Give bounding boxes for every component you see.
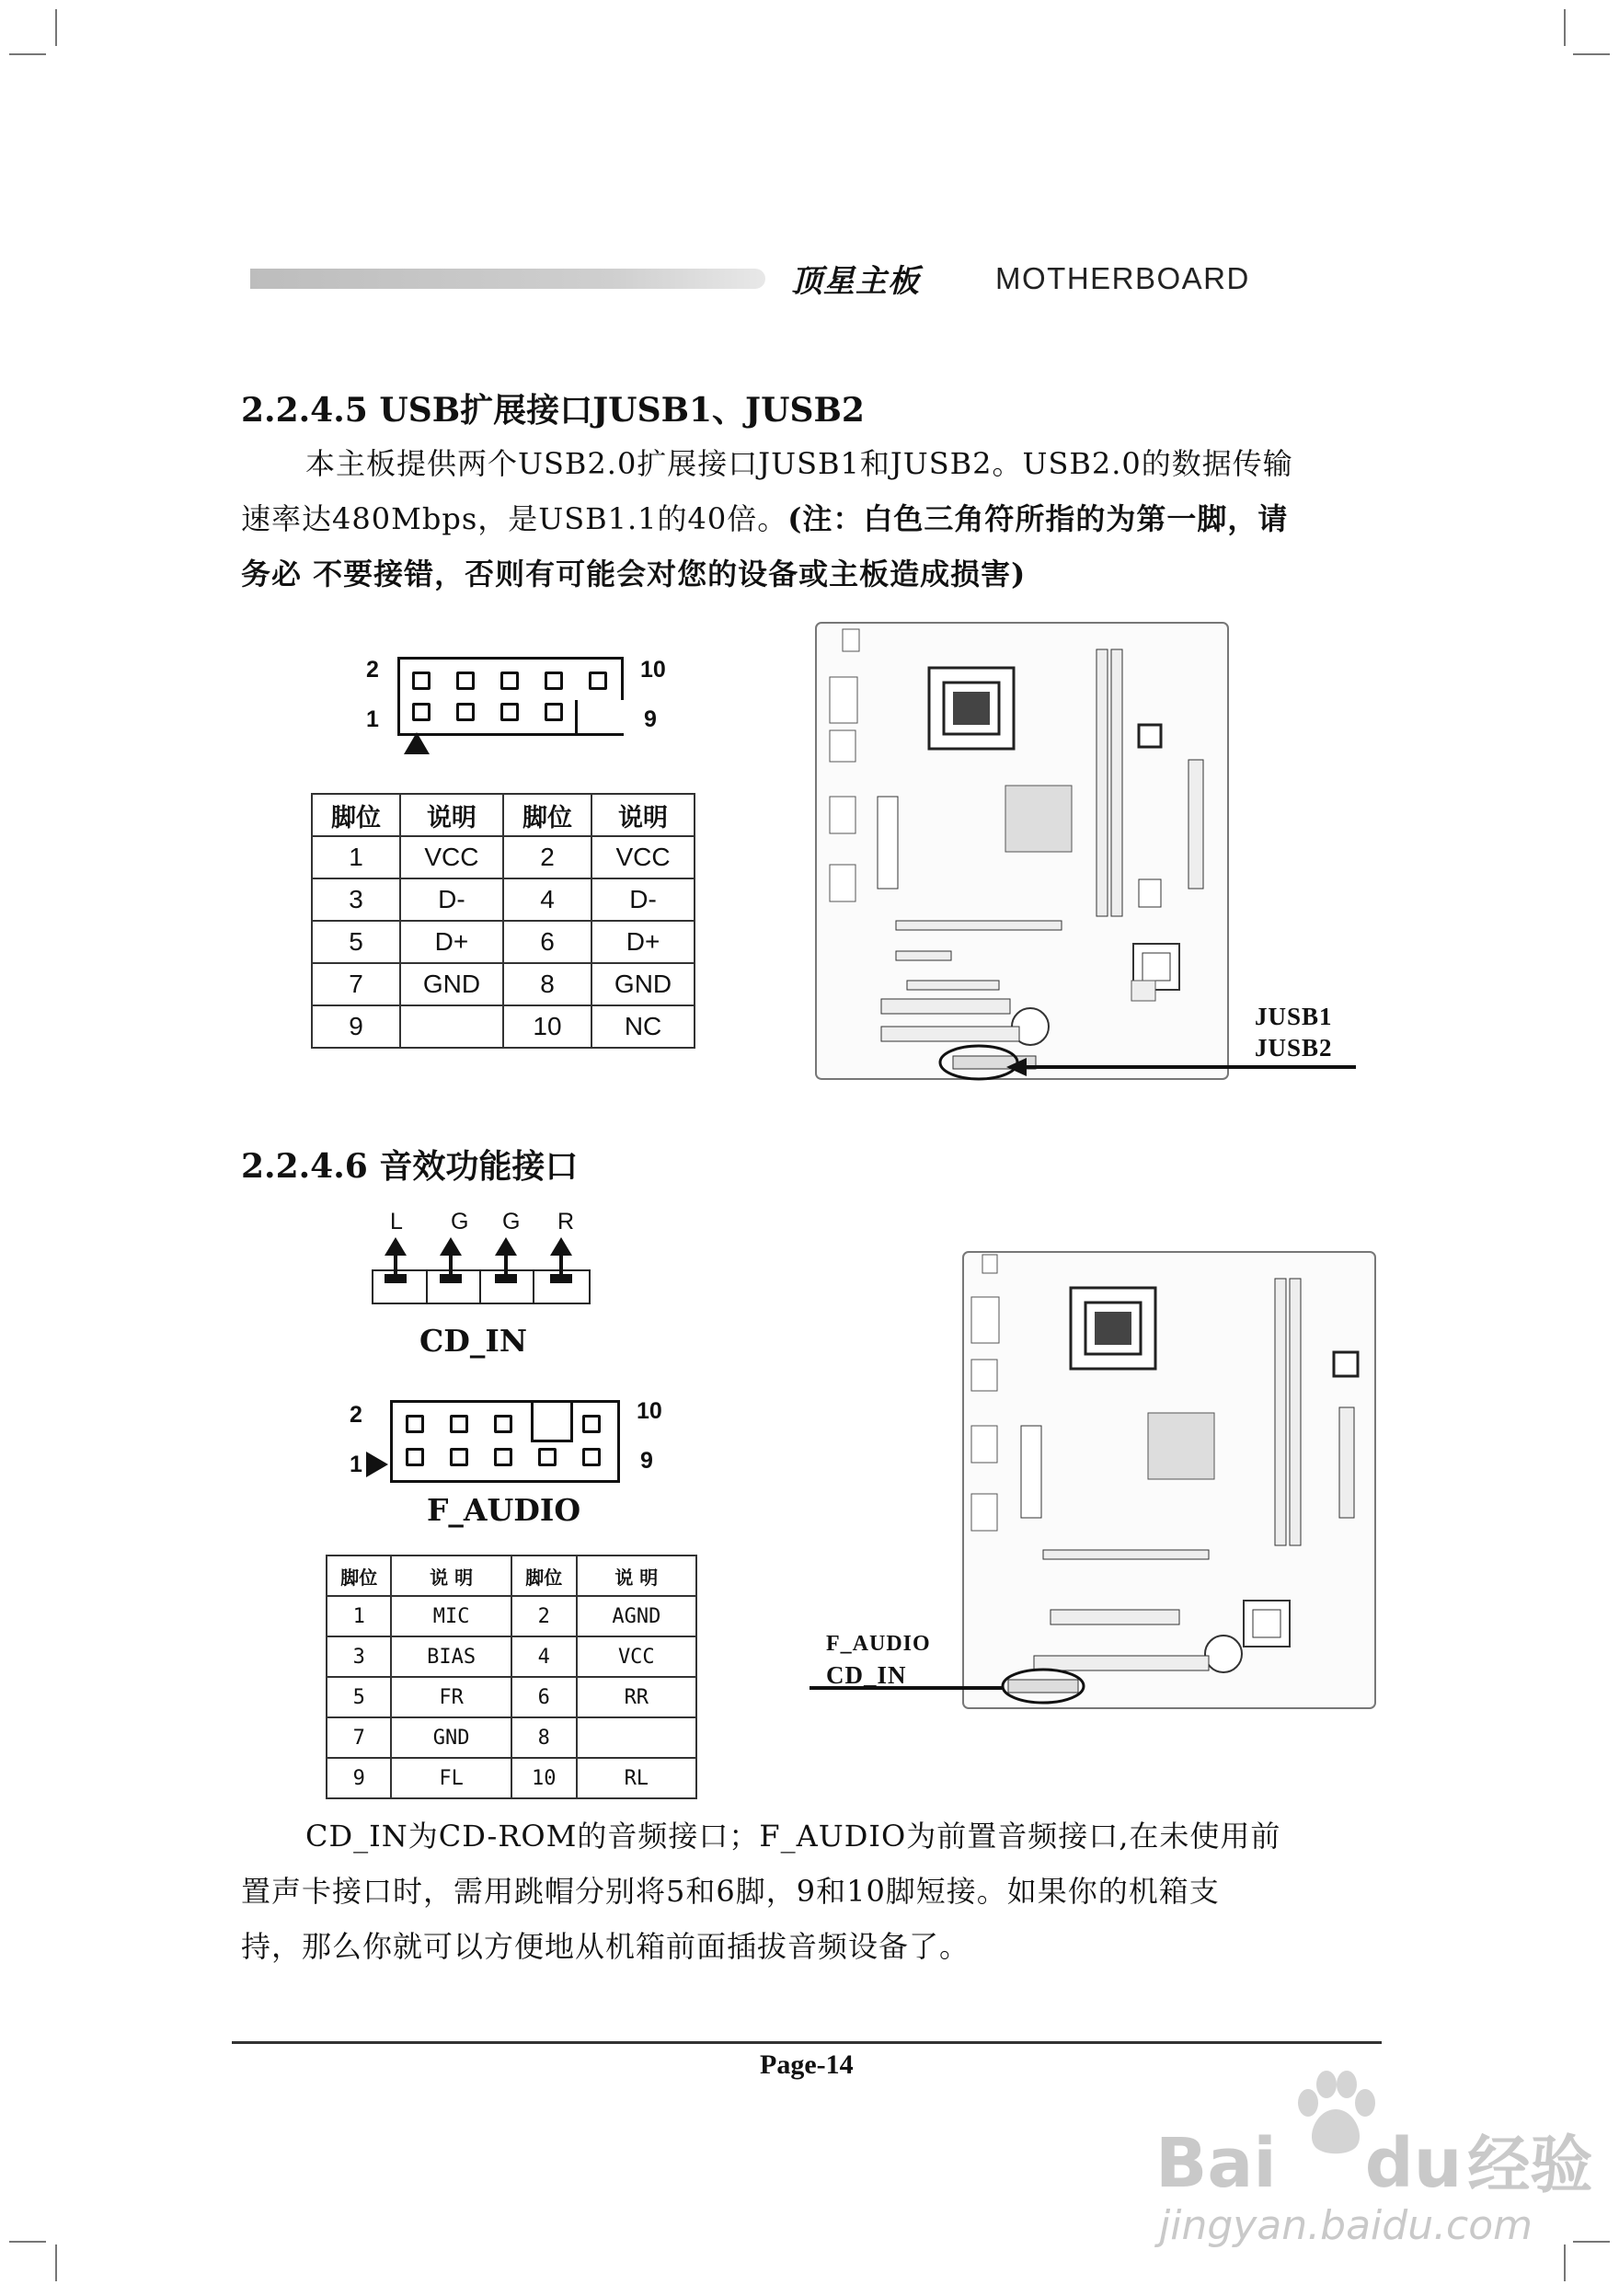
table-row bbox=[312, 836, 695, 878]
table-header-cell: 脚位 bbox=[312, 794, 400, 836]
table-row bbox=[327, 1596, 696, 1636]
watermark-cn: 经验 bbox=[1467, 2130, 1593, 2202]
table-cell: D+ bbox=[400, 921, 503, 963]
table-row bbox=[312, 921, 695, 963]
pin-label-10: 10 bbox=[640, 657, 666, 683]
pin bbox=[406, 1448, 424, 1466]
table-row bbox=[327, 1758, 696, 1798]
pin bbox=[538, 1448, 557, 1466]
f-audio-pin-label-9: 9 bbox=[640, 1448, 653, 1474]
table-cell bbox=[577, 1717, 696, 1758]
pin bbox=[456, 672, 475, 690]
cd-in-connector bbox=[372, 1237, 592, 1311]
brand-subtitle: MOTHERBOARD bbox=[995, 261, 1250, 295]
motherboard-diagram-audio bbox=[962, 1251, 1380, 1711]
table-header-cell: 说 明 bbox=[577, 1556, 696, 1596]
table-header-cell: 脚位 bbox=[503, 794, 591, 836]
crop-mark bbox=[55, 2244, 57, 2281]
f-audio-pin-label-2: 2 bbox=[350, 1402, 362, 1428]
table-row bbox=[312, 878, 695, 921]
pin bbox=[545, 703, 563, 721]
pin bbox=[412, 672, 431, 690]
pin bbox=[494, 1415, 512, 1433]
table-cell: FL bbox=[391, 1758, 511, 1798]
watermark-brand2: du bbox=[1364, 2124, 1463, 2203]
cd-pin-label-l: L bbox=[390, 1209, 403, 1234]
table-cell: 4 bbox=[503, 878, 591, 921]
table-cell: VCC bbox=[591, 836, 695, 878]
table-cell: 9 bbox=[327, 1758, 391, 1798]
watermark-logo bbox=[1155, 2116, 1592, 2205]
usb-note-line3: 务必 不要接错，否则有可能会对您的设备或主板造成损害) bbox=[241, 557, 1027, 591]
table-cell: 10 bbox=[511, 1758, 577, 1798]
pin bbox=[450, 1448, 468, 1466]
crop-mark bbox=[55, 9, 57, 46]
pin bbox=[589, 672, 607, 690]
table-header-cell: 说 明 bbox=[391, 1556, 511, 1596]
table-header-cell: 说明 bbox=[400, 794, 503, 836]
table-header-cell: 说明 bbox=[591, 794, 695, 836]
crop-mark bbox=[9, 53, 46, 55]
table-cell: GND bbox=[591, 963, 695, 1005]
usb-paragraph-line2 bbox=[241, 491, 1288, 546]
callout-f-audio: F_AUDIO bbox=[826, 1632, 931, 1656]
crop-mark bbox=[1564, 9, 1566, 46]
usb-paragraph-text: 速率达480Mbps，是USB1.1的40倍。 bbox=[241, 501, 788, 536]
crop-mark bbox=[9, 2241, 46, 2243]
usb-paragraph-line1: 本主板提供两个USB2.0扩展接口JUSB1和JUSB2。USB2.0的数据传输 bbox=[305, 446, 1293, 481]
table-cell: 2 bbox=[511, 1596, 577, 1636]
table-cell: 3 bbox=[312, 878, 400, 921]
table-cell: NC bbox=[591, 1005, 695, 1048]
audio-paragraph-line3: 持，那么你就可以方便地从机箱前面插拔音频设备了。 bbox=[241, 1929, 970, 1964]
pin bbox=[450, 1415, 468, 1433]
motherboard-diagram-usb bbox=[815, 622, 1233, 1082]
key-pin-gap bbox=[531, 1403, 573, 1442]
pin bbox=[545, 672, 563, 690]
table-header-row bbox=[312, 794, 695, 836]
f-audio-header-connector bbox=[390, 1400, 620, 1483]
pin1-triangle-icon bbox=[366, 1452, 388, 1477]
table-cell: 2 bbox=[503, 836, 591, 878]
cd-pin-label-g: G bbox=[502, 1209, 521, 1234]
pin bbox=[406, 1415, 424, 1433]
f-audio-pin-label-10: 10 bbox=[637, 1398, 662, 1424]
table-cell: 5 bbox=[312, 921, 400, 963]
table-cell: RL bbox=[577, 1758, 696, 1798]
pin bbox=[456, 703, 475, 721]
table-cell: RR bbox=[577, 1677, 696, 1717]
audio-paragraph-line2: 置声卡接口时，需用跳帽分别将5和6脚，9和10脚短接。如果你的机箱支 bbox=[241, 1874, 1220, 1909]
pin bbox=[582, 1415, 601, 1433]
usb-pin-table bbox=[311, 793, 695, 1049]
key-notch bbox=[575, 700, 624, 733]
watermark-brand: Bai bbox=[1155, 2124, 1277, 2203]
table-cell: 7 bbox=[312, 963, 400, 1005]
callout-jusb2: JUSB2 bbox=[1255, 1034, 1333, 1062]
table-cell: 8 bbox=[511, 1717, 577, 1758]
cd-pin-label-g: G bbox=[451, 1209, 469, 1234]
f-audio-pin-label-1: 1 bbox=[350, 1452, 362, 1477]
table-header-cell: 脚位 bbox=[327, 1556, 391, 1596]
table-cell: BIAS bbox=[391, 1636, 511, 1677]
table-cell: FR bbox=[391, 1677, 511, 1717]
table-cell: D- bbox=[591, 878, 695, 921]
table-row bbox=[312, 963, 695, 1005]
table-cell: D+ bbox=[591, 921, 695, 963]
table-row bbox=[327, 1677, 696, 1717]
crop-mark bbox=[1573, 53, 1610, 55]
table-cell: 7 bbox=[327, 1717, 391, 1758]
callout-cd-in: CD_IN bbox=[826, 1661, 907, 1689]
section-heading-usb: 2.2.4.5 USB扩展接口JUSB1、JUSB2 bbox=[241, 391, 865, 430]
pin-label-1: 1 bbox=[366, 706, 379, 732]
table-cell: GND bbox=[400, 963, 503, 1005]
audio-paragraph-line1: CD_IN为CD-ROM的音频接口；F_AUDIO为前置音频接口,在未使用前 bbox=[305, 1819, 1281, 1854]
pin bbox=[500, 672, 519, 690]
pin-label-9: 9 bbox=[644, 706, 657, 732]
table-cell: VCC bbox=[577, 1636, 696, 1677]
pin bbox=[494, 1448, 512, 1466]
table-cell: 5 bbox=[327, 1677, 391, 1717]
header-bar bbox=[250, 269, 765, 289]
crop-mark bbox=[1564, 2244, 1566, 2281]
table-cell: D- bbox=[400, 878, 503, 921]
pin1-triangle-icon bbox=[404, 732, 430, 754]
table-cell: 1 bbox=[312, 836, 400, 878]
table-cell: 6 bbox=[511, 1677, 577, 1717]
page-number: Page-14 bbox=[760, 2049, 854, 2080]
table-cell: 8 bbox=[503, 963, 591, 1005]
audio-pin-table bbox=[326, 1555, 697, 1799]
usb-note: (注：白色三角符所指的为第一脚，请 bbox=[787, 501, 1289, 536]
pin bbox=[582, 1448, 601, 1466]
table-cell: 6 bbox=[503, 921, 591, 963]
table-cell: AGND bbox=[577, 1596, 696, 1636]
cd-in-label: CD_IN bbox=[419, 1323, 527, 1359]
table-cell: 10 bbox=[503, 1005, 591, 1048]
crop-mark bbox=[1573, 2241, 1610, 2243]
section-heading-audio: 2.2.4.6 音效功能接口 bbox=[241, 1147, 579, 1186]
table-cell bbox=[400, 1005, 503, 1048]
jusb-header-connector bbox=[397, 657, 624, 736]
table-cell: MIC bbox=[391, 1596, 511, 1636]
brand-title: 顶星主板 bbox=[791, 263, 920, 300]
pin-label-2: 2 bbox=[366, 657, 379, 683]
pin bbox=[500, 703, 519, 721]
pin bbox=[412, 703, 431, 721]
table-header-cell: 脚位 bbox=[511, 1556, 577, 1596]
table-cell: GND bbox=[391, 1717, 511, 1758]
table-row bbox=[312, 1005, 695, 1048]
f-audio-label: F_AUDIO bbox=[427, 1492, 581, 1528]
watermark-url: jingyan.baidu.com bbox=[1159, 2202, 1533, 2249]
table-header-row bbox=[327, 1556, 696, 1596]
table-cell: 3 bbox=[327, 1636, 391, 1677]
callout-jusb1: JUSB1 bbox=[1255, 1003, 1333, 1030]
table-cell: 4 bbox=[511, 1636, 577, 1677]
table-row bbox=[327, 1717, 696, 1758]
table-row bbox=[327, 1636, 696, 1677]
table-cell: 9 bbox=[312, 1005, 400, 1048]
cd-pin-label-r: R bbox=[557, 1209, 575, 1234]
table-cell: VCC bbox=[400, 836, 503, 878]
footer-rule bbox=[232, 2041, 1382, 2044]
table-cell: 1 bbox=[327, 1596, 391, 1636]
